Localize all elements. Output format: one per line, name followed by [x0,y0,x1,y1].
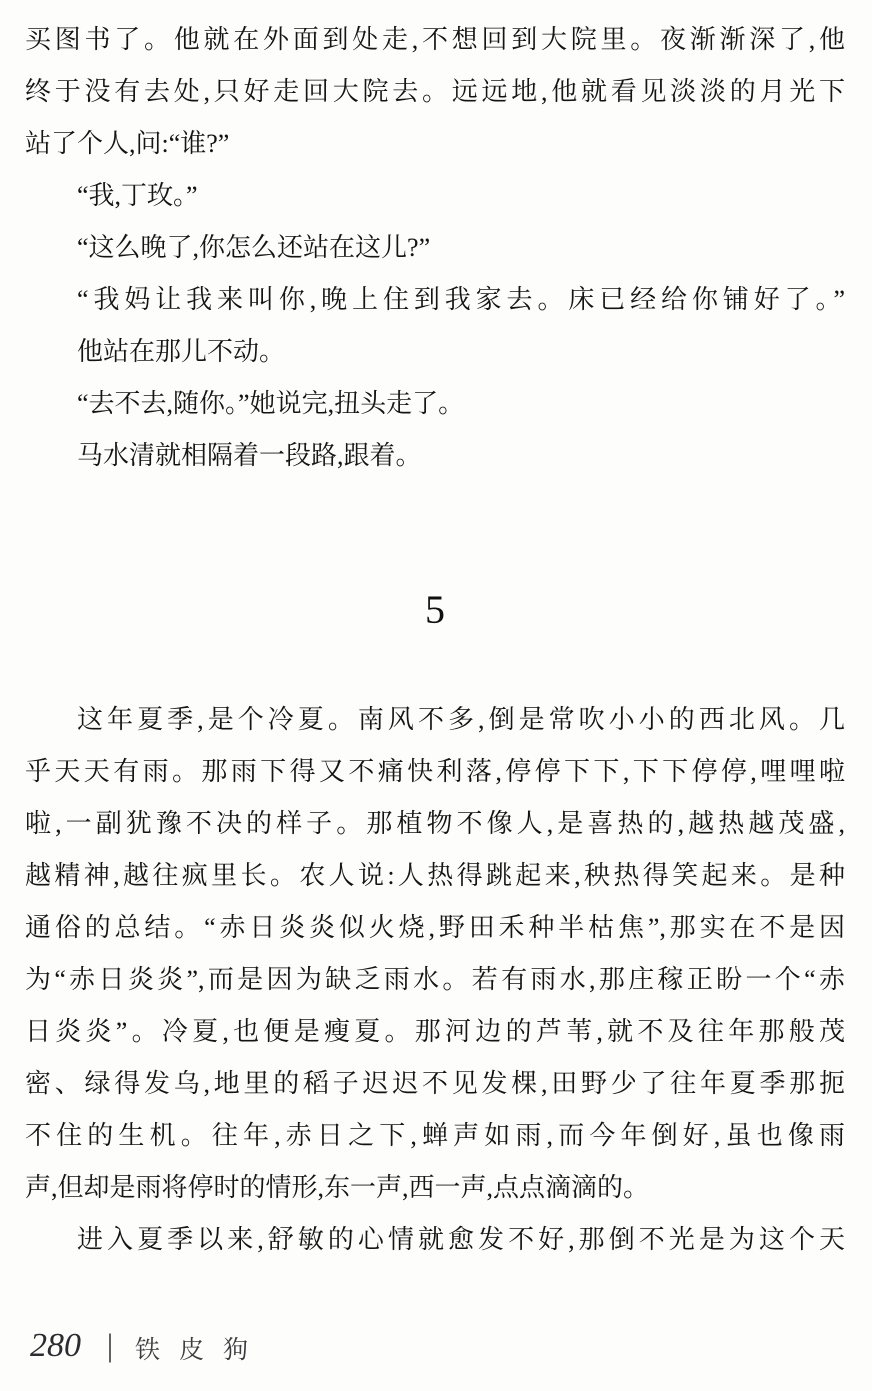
footer-divider: | [107,1328,114,1363]
page-number: 280 [30,1327,81,1364]
text-line: 日炎炎”。冷夏,也便是瘦夏。那河边的芦苇,就不及往年那般茂 [25,1017,845,1046]
text-line: 声,但却是雨将停时的情形,东一声,西一声,点点滴滴的。 [25,1173,650,1202]
text-line: 买图书了。他就在外面到处走,不想回到大院里。夜渐渐深了,他 [25,25,845,54]
text-line: 通俗的总结。“赤日炎炎似火烧,野田禾种半枯焦”,那实在不是因 [25,913,845,942]
dialogue-line: “我,丁玫。” [77,181,198,210]
text-line: 马水清就相隔着一段路,跟着。 [77,441,422,470]
text-line: 越精神,越往疯里长。农人说:人热得跳起来,秧热得笑起来。是种 [25,861,845,890]
book-title: 铁皮狗 [135,1336,268,1364]
dialogue-line: “去不去,随你。”她说完,扭头走了。 [77,389,465,418]
text-line: 终于没有去处,只好走回大院去。远远地,他就看见淡淡的月光下 [25,77,845,106]
dialogue-line: “我妈让我来叫你,晚上住到我家去。床已经给你铺好了。” [77,285,845,314]
section-5-text [25,694,845,1266]
text-line: 不住的生机。往年,赤日之下,蝉声如雨,而今年倒好,虽也像雨 [25,1121,845,1150]
ending-of-section-4 [25,14,845,482]
text-line: 啦,一副犹豫不决的样子。那植物不像人,是喜热的,越热越茂盛, [25,809,845,838]
text-line: 他站在那儿不动。 [77,337,286,366]
text-line: 这年夏季,是个冷夏。南风不多,倒是常吹小小的西北风。几 [77,705,845,734]
dialogue-line: “这么晚了,你怎么还站在这儿?” [77,233,431,262]
page-footer [30,1326,850,1366]
text-line: 乎天天有雨。那雨下得又不痛快利落,停停下下,下下停停,哩哩啦 [25,757,845,786]
text-line: 密、绿得发乌,地里的稻子迟迟不见发棵,田野少了往年夏季那扼 [25,1069,845,1098]
text-line: 进入夏季以来,舒敏的心情就愈发不好,那倒不光是为这个天 [77,1225,845,1254]
section-number-heading: 5 [425,587,445,632]
text-line: 站了个人,问:“谁?” [25,129,230,158]
text-line: 为“赤日炎炎”,而是因为缺乏雨水。若有雨水,那庄稼正盼一个“赤 [25,965,845,994]
